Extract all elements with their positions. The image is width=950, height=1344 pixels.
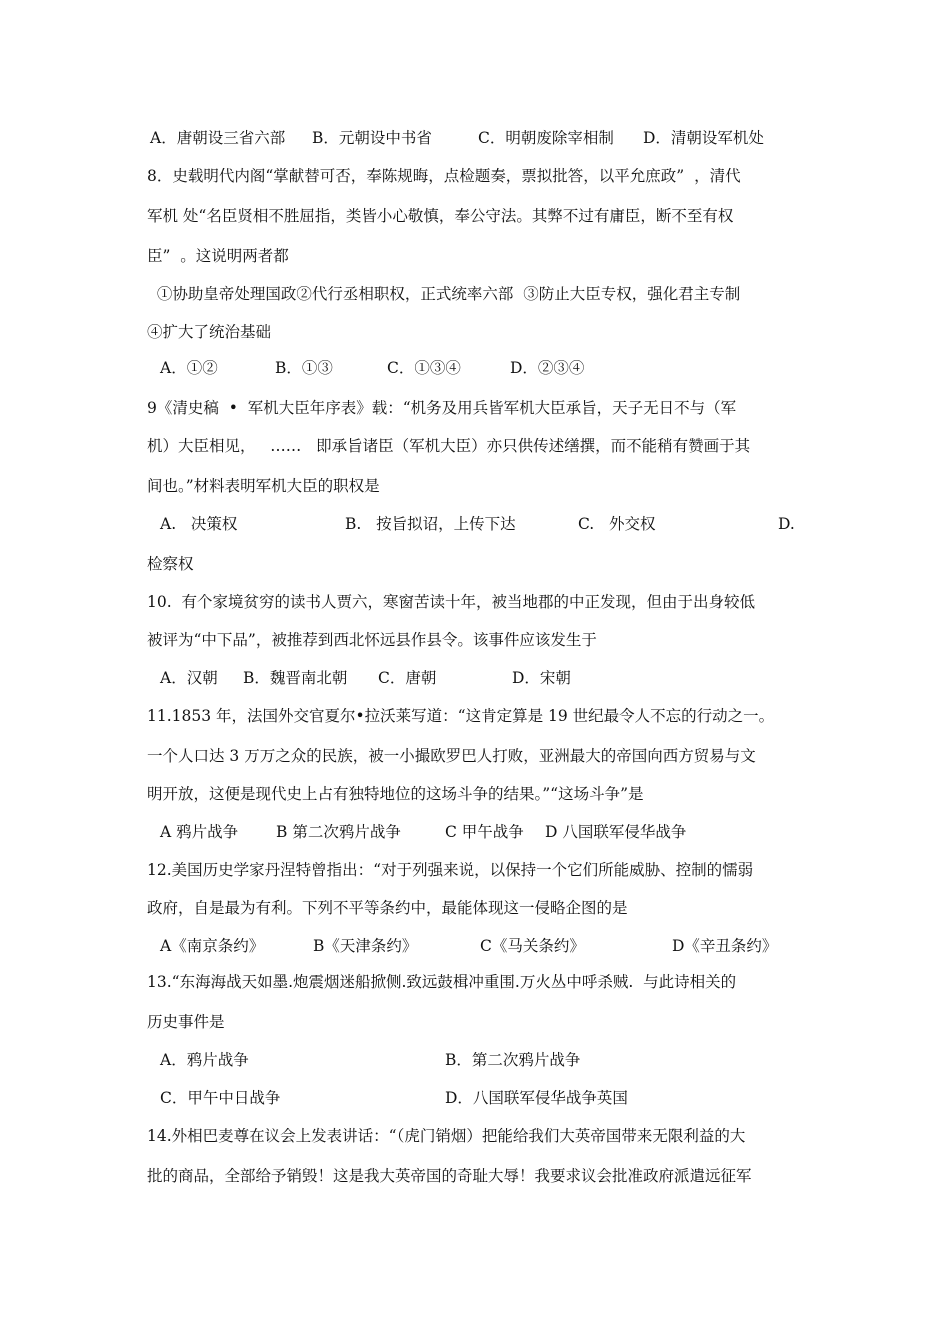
q9-option-d: D. [778, 515, 795, 533]
q13-option-d: D．八国联军侵华战争英国 [445, 1089, 628, 1107]
q13-option-a: A．鸦片战争 [160, 1051, 249, 1069]
q10-option-c: C．唐朝 [378, 669, 437, 687]
q13-stem-line-1: 13.“东海海战天如墨.炮震烟迷船掀侧.致远鼓楫冲重围.万火丛中呼杀贼. 与此诗相关的 [147, 973, 737, 991]
q9-option-b: B. 按旨拟诏，上传下达 [345, 515, 516, 533]
q10-stem-line-1: 10. 有个家境贫穷的读书人贾六，寒窗苦读十年，被当地郡的中正发现，但由于出身较低 [147, 593, 756, 611]
q10-option-a: A．汉朝 [160, 669, 218, 687]
q8-stem-line-2: 军机 处“名臣贤相不胜屈指，类皆小心敬慎，奉公守法。其弊不过有庸臣，断不至有权 [147, 207, 734, 225]
q11-stem-line-3: 明开放，这便是现代史上占有独特地位的这场斗争的结果。”“这场斗争”是 [147, 785, 644, 803]
q9-stem-line-1: 9《清史稿 • 军机大臣年序表》载：“机务及用兵皆军机大臣承旨，天子无日不与（军 [147, 399, 737, 417]
q11-option-a: A 鸦片战争 [160, 823, 239, 841]
q10-option-d: D．宋朝 [512, 669, 571, 687]
q9-stem-line-2: 机）大臣相见， …… 即承旨诸臣（军机大臣）亦只供传述缮撰，而不能稍有赞画于其 [147, 437, 751, 455]
q14-stem-line-2: 批的商品，全部给予销毁！这是我大英帝国的奇耻大辱！我要求议会批准政府派遣远征军 [147, 1167, 752, 1185]
q13-option-b: B．第二次鸦片战争 [445, 1051, 581, 1069]
q8-statement-line-2: ④扩大了统治基础 [147, 323, 272, 341]
q10-stem-line-2: 被评为“中下品”，被推荐到西北怀远县作县令。该事件应该发生于 [147, 631, 597, 649]
q12-option-a: A《南京条约》 [160, 937, 265, 955]
q13-option-c: C．甲午中日战争 [160, 1089, 281, 1107]
q11-option-d: D 八国联军侵华战争 [545, 823, 687, 841]
q8-option-a: A．①② [160, 359, 218, 377]
q8-option-c: C．①③④ [387, 359, 461, 377]
q12-stem-line-1: 12.美国历史学家丹涅特曾指出：“对于列强来说，以保持一个它们所能威胁、控制的懦弱 [147, 861, 754, 879]
q7-option-b: B．元朝设中书省 [312, 129, 432, 147]
q8-stem-line-3: 臣” 。这说明两者都 [147, 247, 289, 265]
q11-option-c: C 甲午战争 [445, 823, 524, 841]
q11-stem-line-2: 一个人口达 3 万万之众的民族，被一小撮欧罗巴人打败，亚洲最大的帝国向西方贸易与文 [147, 747, 756, 765]
q7-option-a: A．唐朝设三省六部 [150, 129, 286, 147]
q7-option-d: D．清朝设军机处 [643, 129, 764, 147]
q9-option-d-text: 检察权 [147, 555, 194, 573]
q9-option-c: C. 外交权 [578, 515, 656, 533]
q11-option-b: B 第二次鸦片战争 [276, 823, 401, 841]
q11-stem-line-1: 11.1853 年，法国外交官夏尔•拉沃莱写道：“这肯定算是 19 世纪最令人不忘的行动之一。 [147, 707, 775, 725]
q12-option-c: C《马关条约》 [480, 937, 585, 955]
q8-option-b: B．①③ [275, 359, 333, 377]
q12-stem-line-2: 政府，自是最为有利。下列不平等条约中，最能体现这一侵略企图的是 [147, 899, 628, 917]
q7-option-c: C．明朝废除宰相制 [478, 129, 614, 147]
q10-option-b: B．魏晋南北朝 [243, 669, 348, 687]
q14-stem-line-1: 14.外相巴麦尊在议会上发表讲话：“（虎门销烟）把能给我们大英帝国带来无限利益的大 [147, 1127, 746, 1145]
q9-stem-line-3: 间也。”材料表明军机大臣的职权是 [147, 477, 380, 495]
q8-statement-line-1: ①协助皇帝处理国政②代行丞相职权，正式统率六部 ③防止大臣专权，强化君主专制 [147, 285, 741, 303]
q9-option-a: A. 决策权 [160, 515, 238, 533]
q8-stem-line-1: 8．史载明代内阁“掌献替可否，奉陈规晦，点检题奏，票拟批答，以平允庶政” ，清代 [147, 167, 741, 185]
q12-option-b: B《天津条约》 [313, 937, 418, 955]
q8-option-d: D．②③④ [510, 359, 585, 377]
q12-option-d: D《辛丑条约》 [672, 937, 778, 955]
q13-stem-line-2: 历史事件是 [147, 1013, 225, 1031]
